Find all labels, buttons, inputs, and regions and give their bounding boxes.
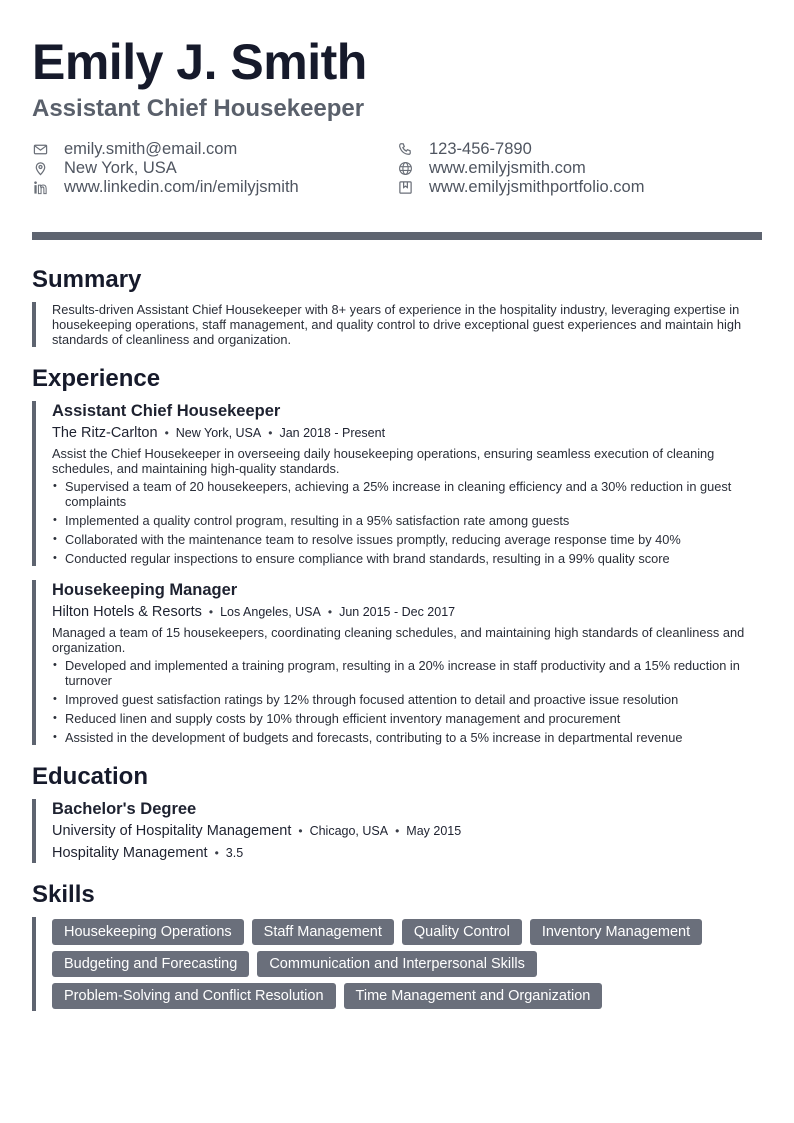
contact-website[interactable] (397, 159, 586, 178)
contact-email[interactable] (32, 140, 237, 159)
job-description: Assist the Chief Housekeeper in overseeing daily housekeeping operations, ensuring seamless execution of cleaning schedules, and maintaining high-quality standards. (52, 446, 715, 476)
skills-heading: Skills (32, 881, 95, 908)
education-meta (52, 822, 762, 841)
separator-dot: • (395, 824, 400, 838)
summary-heading: Summary (32, 266, 142, 293)
separator-dot: • (214, 846, 219, 860)
linkedin-icon (32, 180, 48, 196)
job-dates: Jan 2018 - Present (279, 426, 386, 440)
mail-icon (32, 142, 48, 158)
list-item: • Developed and implemented a training program, resulting in a 20% increase in staff productivity and a 15% reduction in turnover (52, 658, 762, 688)
website-text: www.emilyjsmith.com (429, 159, 586, 177)
email-text: emily.smith@email.com (64, 140, 238, 158)
job-location: Los Angeles, USA (220, 605, 321, 619)
location-pin-icon (32, 161, 48, 177)
skill-tag: Staff Management (252, 919, 394, 945)
separator-dot: • (298, 824, 303, 838)
education-field (52, 844, 762, 863)
skill-tag: Budgeting and Forecasting (52, 951, 249, 977)
phone-text: 123-456-7890 (429, 140, 532, 158)
list-item: • Implemented a quality control program, resulting in a 95% satisfaction rate among guests (52, 513, 762, 528)
job-description: Managed a team of 15 housekeepers, coordinating cleaning schedules, and maintaining high standards of cleanliness and organization. (52, 625, 745, 655)
contact-phone[interactable] (397, 140, 532, 159)
job-achievements (52, 658, 762, 745)
skill-tag: Inventory Management (530, 919, 702, 945)
linkedin-text: www.linkedin.com/in/emilyjsmith (64, 178, 299, 196)
separator-dot: • (327, 605, 333, 619)
job-dates: Jun 2015 - Dec 2017 (339, 605, 456, 619)
school-name: University of Hospitality Management (52, 823, 292, 839)
education-entry (32, 799, 762, 863)
skills-block (32, 917, 762, 1011)
candidate-name: Emily J. Smith (32, 34, 367, 90)
skills-list (52, 917, 762, 1011)
job-title: Housekeeping Manager (52, 581, 238, 599)
contact-linkedin[interactable] (32, 178, 299, 197)
phone-icon (397, 142, 413, 158)
experience-heading: Experience (32, 365, 161, 392)
contact-info (32, 140, 762, 198)
portfolio-text: www.emilyjsmithportfolio.com (429, 178, 645, 196)
job-location: New York, USA (175, 426, 262, 440)
skill-tag: Problem-Solving and Conflict Resolution (52, 983, 336, 1009)
job-entry (32, 580, 762, 745)
list-item: • Assisted in the development of budgets and forecasts, contributing to a 5% increase in departmental revenue (52, 730, 762, 745)
job-company: The Ritz-Carlton (52, 425, 158, 441)
skill-tag: Housekeeping Operations (52, 919, 244, 945)
list-item: • Improved guest satisfaction ratings by 12% through focused attention to detail and proactive issue resolution (52, 692, 762, 707)
job-entry (32, 401, 762, 566)
job-meta (52, 424, 762, 443)
candidate-title: Assistant Chief Housekeeper (32, 95, 365, 122)
header-divider (32, 232, 762, 240)
contact-portfolio[interactable] (397, 178, 644, 197)
separator-dot: • (268, 426, 273, 440)
job-meta (52, 603, 762, 622)
separator-dot: • (164, 426, 169, 440)
resume-page (32, 34, 762, 1011)
list-item: • Supervised a team of 20 housekeepers, achieving a 25% increase in cleaning efficiency and a 30% reduction in guest complaints (52, 479, 762, 509)
summary-text: Results-driven Assistant Chief Housekeeper with 8+ years of experience in the hospitality industry, leveraging expertise in housekeeping operations, staff management, and quality control to drive exceptional guest experiences and maintain high standards of cleanliness and organization. (52, 302, 742, 347)
separator-dot: • (208, 605, 214, 619)
job-achievements (52, 479, 762, 566)
list-item: • Conducted regular inspections to ensure compliance with brand standards, resulting in a 99% quality score (52, 551, 762, 566)
degree-title: Bachelor's Degree (52, 800, 197, 818)
skill-tag: Quality Control (402, 919, 522, 945)
job-title: Assistant Chief Housekeeper (52, 402, 281, 420)
list-item: • Reduced linen and supply costs by 10% through efficient inventory management and procurement (52, 711, 762, 726)
job-company: Hilton Hotels & Resorts (52, 604, 202, 620)
school-location: Chicago, USA (309, 824, 389, 838)
summary-block (32, 302, 762, 347)
gpa: 3.5 (225, 846, 244, 860)
portfolio-icon (397, 180, 413, 196)
graduation-date: May 2015 (406, 824, 462, 838)
list-item: • Collaborated with the maintenance team to resolve issues promptly, reducing average response time by 40% (52, 532, 762, 547)
field-of-study: Hospitality Management (52, 845, 208, 861)
location-text: New York, USA (64, 159, 177, 177)
skill-tag: Time Management and Organization (344, 983, 603, 1009)
education-heading: Education (32, 763, 149, 790)
skill-tag: Communication and Interpersonal Skills (257, 951, 537, 977)
globe-icon (397, 161, 413, 177)
contact-location (32, 159, 177, 178)
